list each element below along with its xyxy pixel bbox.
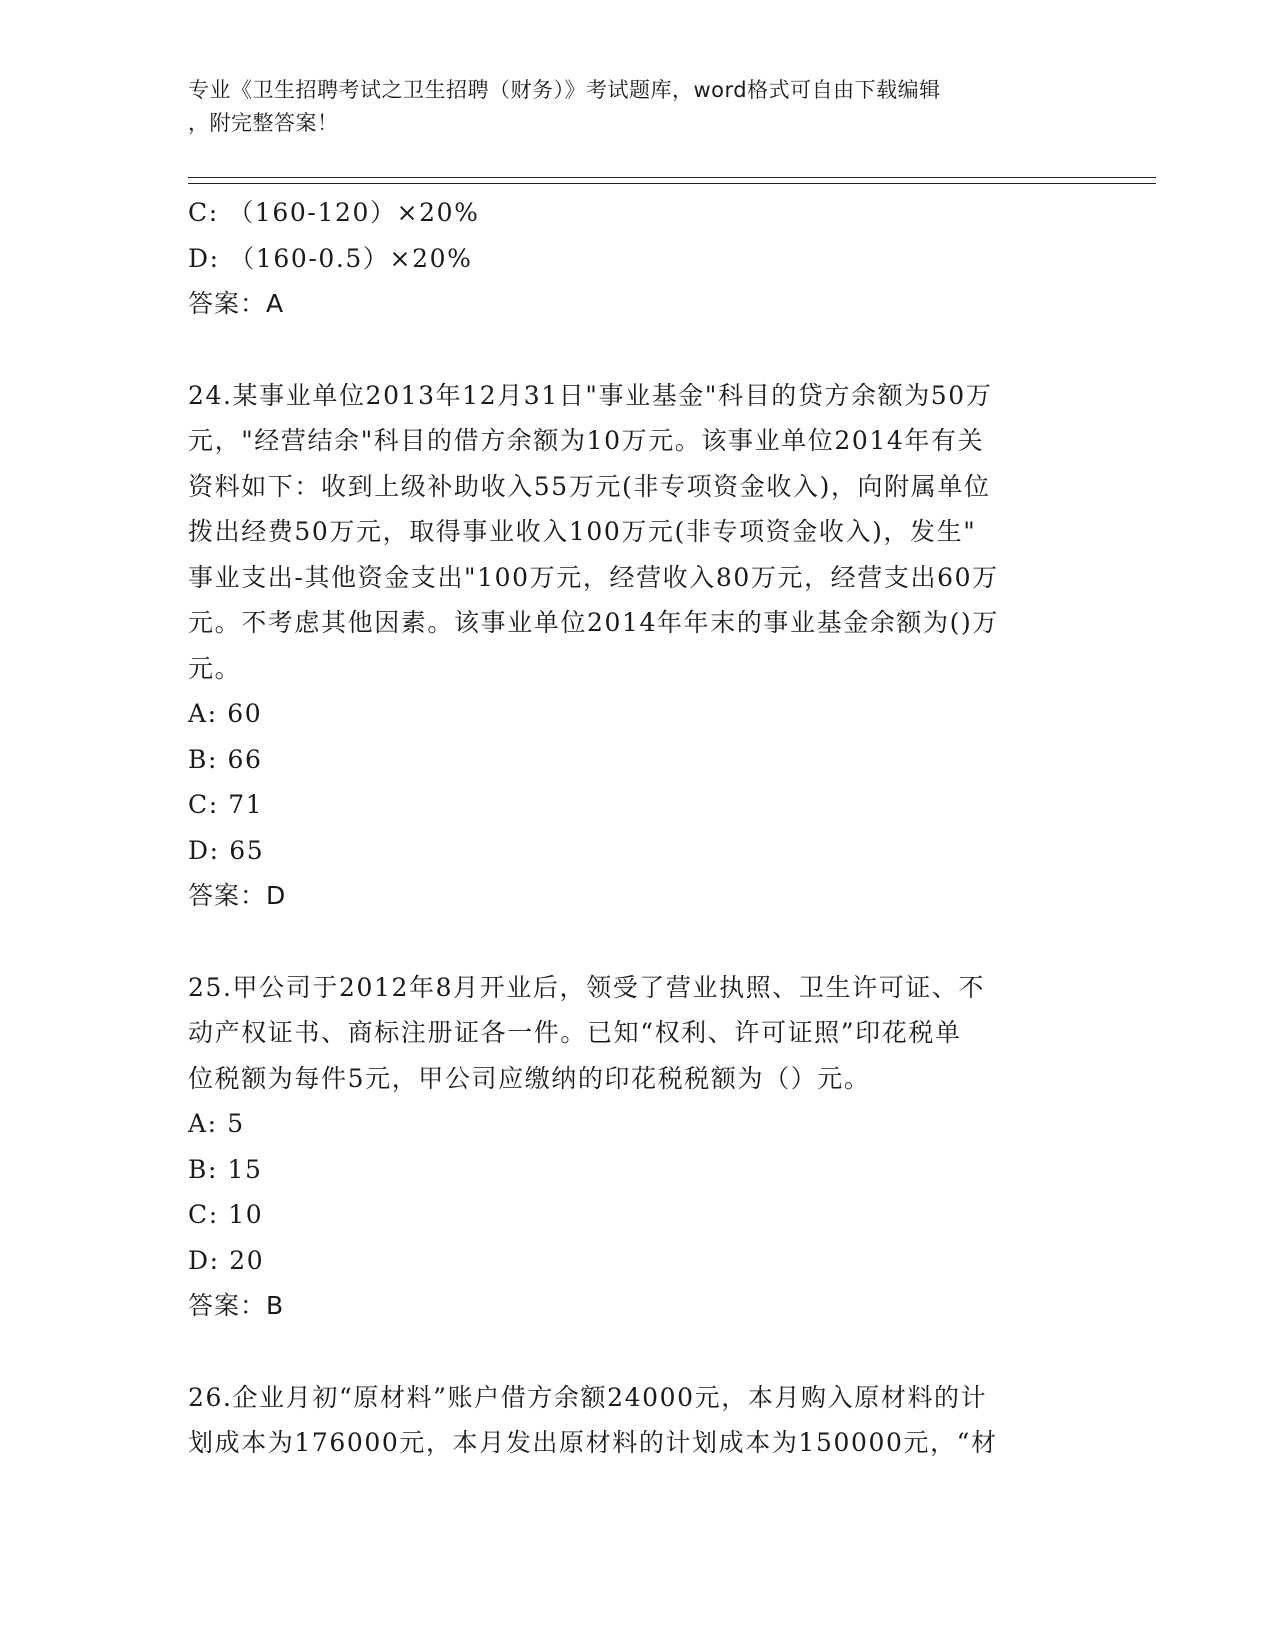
question-24 bbox=[188, 373, 1088, 919]
question-stem-line: 26.企业月初“原材料”账户借方余额24000元，本月购入原材料的计 bbox=[188, 1382, 988, 1412]
question-stem-line: 元。 bbox=[188, 653, 242, 683]
question-stem-line: 元，"经营结余"科目的借方余额为10万元。该事业单位2014年有关 bbox=[188, 426, 985, 455]
page-header bbox=[188, 74, 1088, 140]
question-content bbox=[188, 190, 1088, 1466]
option-d: D: （160-0.5）×20% bbox=[188, 243, 473, 273]
question-26 bbox=[188, 1375, 1088, 1466]
option-d: D: 20 bbox=[188, 1245, 265, 1275]
question-25 bbox=[188, 965, 1088, 1329]
header-line-1: 专业《卫生招聘考试之卫生招聘（财务）》考试题库，word格式可自由下载编辑 bbox=[188, 78, 941, 102]
option-c: C: 71 bbox=[188, 790, 264, 819]
question-stem-line: 资料如下：收到上级补助收入55万元(非专项资金收入)，向附属单位 bbox=[188, 471, 991, 501]
question-stem-line: 事业支出-其他资金支出"100万元，经营收入80万元，经营支出60万 bbox=[188, 562, 999, 592]
question-stem-line: 25.甲公司于2012年8月开业后，领受了营业执照、卫生许可证、不 bbox=[188, 972, 986, 1002]
question-stem-line: 元。不考虑其他因素。该事业单位2014年年末的事业基金余额为()万 bbox=[188, 608, 999, 637]
option-c: C: 10 bbox=[188, 1200, 264, 1229]
header-line-2: ，附完整答案！ bbox=[188, 111, 339, 135]
question-stem-line: 位税额为每件5元，甲公司应缴纳的印花税税额为（）元。 bbox=[188, 1063, 871, 1093]
option-a: A: 5 bbox=[188, 1109, 245, 1138]
option-d: D: 65 bbox=[188, 835, 265, 865]
answer-label: 答案：B bbox=[188, 1291, 285, 1320]
question-stem-line: 24.某事业单位2013年12月31日"事业基金"科目的贷方余额为50万 bbox=[188, 380, 993, 410]
question-stem-line: 动产权证书、商标注册证各一件。已知“权利、许可证照”印花税单 bbox=[188, 1018, 962, 1047]
option-b: B: 66 bbox=[188, 744, 263, 774]
option-c: C: （160-120）×20% bbox=[188, 198, 480, 227]
question-stem-line: 拨出经费50万元，取得事业收入100万元(非专项资金收入)，发生" bbox=[188, 517, 977, 546]
option-b: B: 15 bbox=[188, 1154, 263, 1184]
header-rule-top bbox=[188, 177, 1156, 178]
answer-label: 答案：A bbox=[188, 289, 285, 318]
option-a: A: 60 bbox=[188, 699, 263, 728]
header-rule-bottom bbox=[188, 183, 1156, 184]
question-stem-line: 划成本为176000元，本月发出原材料的计划成本为150000元，“材 bbox=[188, 1428, 998, 1457]
answer-label: 答案：D bbox=[188, 881, 287, 910]
question-23 bbox=[188, 190, 1088, 327]
